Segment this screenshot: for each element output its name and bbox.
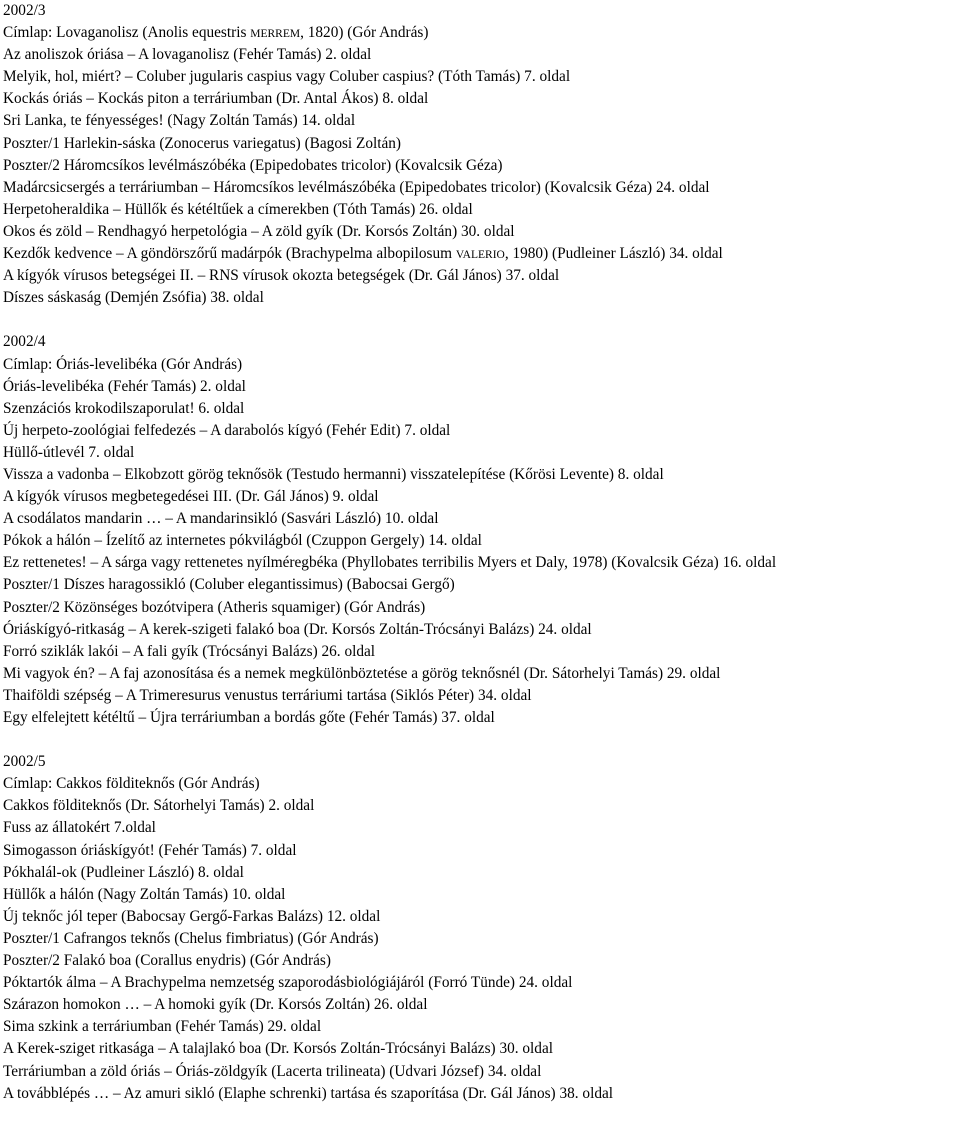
article-entry [3, 44, 958, 66]
entry-text: A továbblépés … – Az amuri sikló (Elaphe schrenki) tartása és szaporítása (Dr. Gál János) 38. oldal [3, 1084, 614, 1102]
article-entry [3, 641, 958, 663]
entry-text: Fuss az állatokért 7.oldal [3, 819, 156, 837]
article-entry [3, 133, 958, 155]
entry-text: Poszter/1 Díszes haragossikló (Coluber elegantissimus) (Babocsai Gergő) [3, 576, 455, 594]
entry-text: Új herpeto-zoológiai felfedezés – A darabolós kígyó (Fehér Edit) 7. oldal [3, 421, 451, 439]
issue-heading: 2002/3 [3, 2, 46, 19]
entry-text: Kezdők kedvence – A göndörszőrű madárpók (Brachypelma albopilosum [3, 245, 456, 263]
article-entry [3, 707, 958, 729]
entry-text: Thaiföldi szépség – A Trimeresurus venustus terráriumi tartása (Siklós Péter) 34. oldal [3, 686, 532, 704]
entry-text: , 1820) (Gór András) [300, 24, 429, 42]
article-entry [3, 287, 958, 309]
article-entry [3, 265, 958, 287]
entry-text: Melyik, hol, miért? – Coluber jugularis caspius vagy Coluber caspius? (Tóth Tamás) 7. oldal [3, 68, 571, 86]
article-entry [3, 110, 958, 132]
entry-text: Óriás-levelibéka (Fehér Tamás) 2. oldal [3, 377, 246, 395]
entry-text: Pókhalál-ok (Pudleiner László) 8. oldal [3, 863, 244, 881]
issue-heading: 2002/5 [3, 753, 46, 771]
entry-text: Egy elfelejtett kétéltű – Újra terráriumban a bordás gőte (Fehér Tamás) 37. oldal [3, 709, 495, 726]
entry-text: Póktartók álma – A Brachypelma nemzetség szaporodásbiológiájáról (Forró Tünde) 24. oldal [3, 974, 573, 992]
entry-text: Poszter/2 Háromcsíkos levélmászóbéka (Epipedobates tricolor) (Kovalcsik Géza) [3, 156, 503, 174]
article-entry [3, 22, 958, 44]
article-entry [3, 663, 958, 685]
entry-text: Simogasson óriáskígyót! (Fehér Tamás) 7. oldal [3, 841, 297, 859]
issue-section [3, 331, 958, 729]
article-entry [3, 619, 958, 641]
entry-text: Az anoliszok óriása – A lovaganolisz (Fehér Tamás) 2. oldal [3, 46, 372, 64]
entry-text: Új teknőc jól teper (Babocsay Gergő-Farkas Balázs) 12. oldal [3, 907, 381, 925]
article-entry [3, 155, 958, 177]
entry-text: Címlap: Cakkos földiteknős (Gór András) [3, 775, 260, 793]
article-entry [3, 817, 958, 839]
article-entry [3, 597, 958, 619]
article-entry [3, 862, 958, 884]
issue-heading: 2002/4 [3, 333, 46, 351]
issue-section [3, 751, 958, 1105]
article-entry [3, 884, 958, 906]
entry-text: Szárazon homokon … – A homoki gyík (Dr. Korsós Zoltán) 26. oldal [3, 996, 428, 1014]
article-entry [3, 950, 958, 972]
article-entry [3, 88, 958, 110]
article-entry [3, 1016, 958, 1038]
entry-text: , 1980) (Pudleiner László) 34. oldal [504, 245, 723, 263]
article-entry [3, 464, 958, 486]
article-entry [3, 420, 958, 442]
article-entry [3, 354, 958, 376]
article-entry [3, 530, 958, 552]
entry-text: Ez rettenetes! – A sárga vagy rettenetes nyílméregbéka (Phyllobates terribilis Myers et Daly, 1978) (Kovalcsik Géza) 16. oldal [3, 554, 777, 572]
entry-text: Sri Lanka, te fényességes! (Nagy Zoltán Tamás) 14. oldal [3, 112, 356, 130]
entry-text: Okos és zöld – Rendhagyó herpetológia – A zöld gyík (Dr. Korsós Zoltán) 30. oldal [3, 222, 515, 240]
article-entry [3, 243, 958, 265]
entry-text: Címlap: Óriás-levelibéka (Gór András) [3, 355, 243, 373]
entry-text: Poszter/2 Közönséges bozótvipera (Atheris squamiger) (Gór András) [3, 598, 426, 616]
entry-text: A kígyók vírusos megbetegedései III. (Dr. Gál János) 9. oldal [3, 488, 379, 506]
entry-text: Cakkos földiteknős (Dr. Sátorhelyi Tamás) 2. oldal [3, 797, 315, 815]
article-entry [3, 486, 958, 508]
article-entry [3, 1061, 958, 1083]
entry-text: Sima szkink a terráriumban (Fehér Tamás) 29. oldal [3, 1018, 322, 1036]
entry-text: Forró sziklák lakói – A fali gyík (Trócsányi Balázs) 26. oldal [3, 642, 376, 660]
entry-text: A csodálatos mandarin … – A mandarinsikló (Sasvári László) 10. oldal [3, 510, 439, 528]
article-entry [3, 840, 958, 862]
entry-text: Óriáskígyó-ritkaság – A kerek-szigeti falakó boa (Dr. Korsós Zoltán-Trócsányi Balázs) 24. oldal [3, 620, 592, 638]
entry-text: Herpetoheraldika – Hüllők és kétéltűek a címerekben (Tóth Tamás) 26. oldal [3, 200, 473, 218]
article-entry [3, 221, 958, 243]
entry-text: Poszter/1 Harlekin-sáska (Zonocerus variegatus) (Bagosi Zoltán) [3, 134, 402, 152]
author-smallcaps: VALERIO [455, 249, 505, 262]
entry-text: Vissza a vadonba – Elkobzott görög teknősök (Testudo hermanni) visszatelepítése (Kőrösi Levente) 8. oldal [3, 465, 664, 483]
entry-text: Terráriumban a zöld óriás – Óriás-zöldgyík (Lacerta trilineata) (Udvari József) 34. oldal [3, 1062, 542, 1080]
article-entry [3, 376, 958, 398]
document-body [3, 0, 958, 1105]
article-entry [3, 972, 958, 994]
entry-text: Hüllő-útlevél 7. oldal [3, 443, 135, 461]
article-entry [3, 906, 958, 928]
article-entry [3, 994, 958, 1016]
article-entry [3, 442, 958, 464]
article-entry [3, 398, 958, 420]
article-entry [3, 199, 958, 221]
article-entry [3, 773, 958, 795]
entry-text: Szenzációs krokodilszaporulat! 6. oldal [3, 399, 245, 417]
entry-text: Díszes sáskaság (Demjén Zsófia) 38. oldal [3, 289, 264, 307]
entry-text: A Kerek-sziget ritkasága – A talajlakó boa (Dr. Korsós Zoltán-Trócsányi Balázs) 30. oldal [3, 1040, 553, 1058]
article-entry [3, 1038, 958, 1060]
author-smallcaps: MERREM [250, 28, 301, 41]
entry-text: Poszter/1 Cafrangos teknős (Chelus fimbriatus) (Gór András) [3, 929, 379, 947]
article-entry [3, 66, 958, 88]
article-entry [3, 552, 958, 574]
entry-text: Hüllők a hálón (Nagy Zoltán Tamás) 10. oldal [3, 885, 286, 903]
entry-text: Madárcsicsergés a terráriumban – Háromcsíkos levélmászóbéka (Epipedobates tricolor) (Kovalcsik Géza) 24. oldal [3, 178, 710, 196]
article-entry [3, 685, 958, 707]
entry-text: Pókok a hálón – Ízelítő az internetes pókvilágból (Czuppon Gergely) 14. oldal [3, 532, 482, 550]
issue-section [3, 0, 958, 309]
article-entry [3, 795, 958, 817]
article-entry [3, 177, 958, 199]
article-entry [3, 928, 958, 950]
article-entry [3, 1083, 958, 1105]
entry-text: Mi vagyok én? – A faj azonosítása és a nemek megkülönböztetése a görög teknősnél (Dr. Sátorhelyi Tamás) 29. oldal [3, 664, 721, 682]
entry-text: Címlap: Lovaganolisz (Anolis equestris [3, 24, 251, 42]
entry-text: Kockás óriás – Kockás piton a terráriumban (Dr. Antal Ákos) 8. oldal [3, 90, 429, 108]
entry-text: A kígyók vírusos betegségei II. – RNS vírusok okozta betegségek (Dr. Gál János) 37. oldal [3, 267, 560, 285]
entry-text: Poszter/2 Falakó boa (Corallus enydris) (Gór András) [3, 952, 331, 970]
article-entry [3, 574, 958, 596]
article-entry [3, 508, 958, 530]
